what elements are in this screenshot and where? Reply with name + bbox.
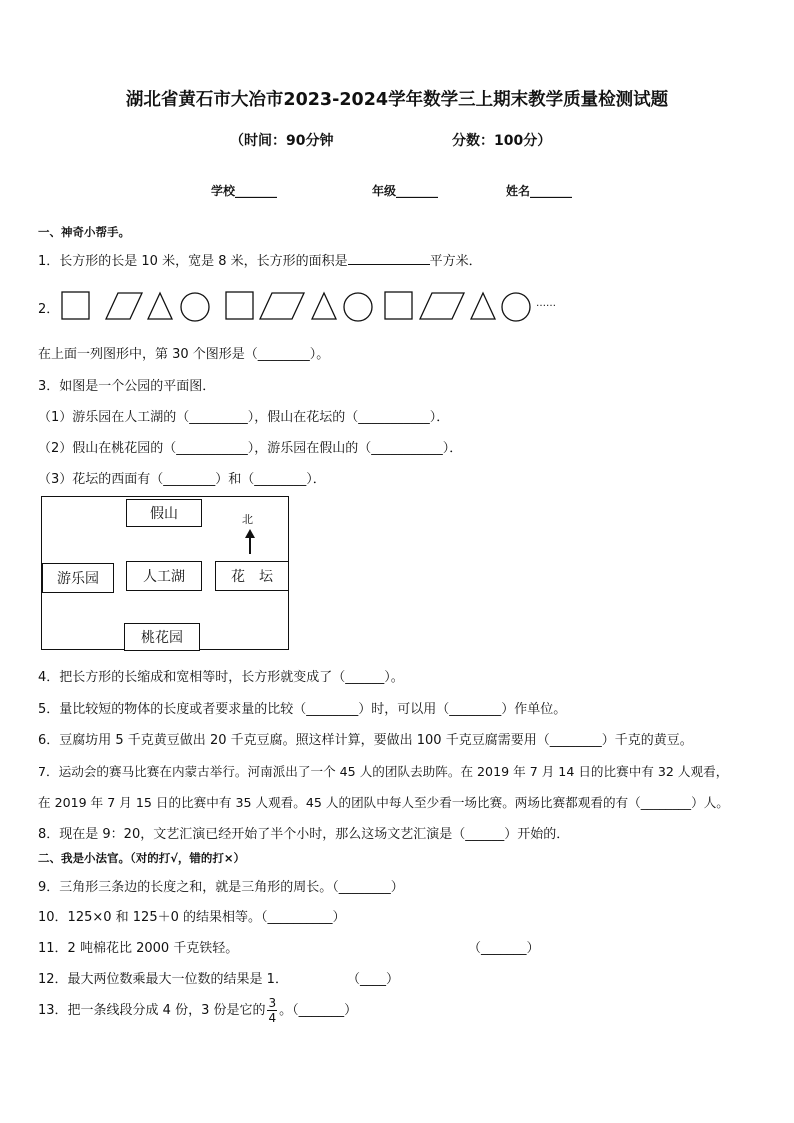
question-2-number: 2．: [38, 302, 60, 317]
parallelogram-shape: [106, 293, 142, 319]
section-1-heading: 一、神奇小帮手。: [38, 225, 130, 239]
question-4: 4．把长方形的长缩成和宽相等时，长方形就变成了（______）。: [38, 670, 404, 685]
triangle-shape: [312, 293, 336, 319]
question-2-text: 在上面一列图形中，第 30 个图形是（________）。: [38, 347, 330, 362]
question-13-blank: 。（_______）: [279, 1003, 358, 1018]
name-field: 姓名_______: [506, 184, 573, 198]
square-shape: [62, 292, 89, 319]
question-8: 8．现在是 9：20，文艺汇演已经开始了半个小时，那么这场文艺汇演是（______）开始的．: [38, 827, 570, 842]
map-youleyuan: 游乐园: [42, 563, 114, 593]
shape-sequence: [58, 288, 578, 328]
exam-score: 分数：100分）: [452, 133, 552, 149]
park-map: [41, 496, 289, 650]
question-13: [38, 996, 357, 1025]
map-rengonghu: 人工湖: [126, 561, 202, 591]
circle-shape: [344, 293, 372, 321]
page-title: 湖北省黄石市大冶市2023-2024学年数学三上期末教学质量检测试题: [125, 90, 669, 110]
square-shape: [226, 292, 253, 319]
map-taohuayuan: 桃花园: [124, 623, 200, 651]
question-7-line-2: 在 2019 年 7 月 15 日的比赛中有 35 人观看。45 人的团队中每人至少看一场比赛。两场比赛都观看的有（________）人。: [38, 795, 729, 810]
school-field: 学校_______: [211, 184, 278, 198]
question-13-text: 13．把一条线段分成 4 份，3 份是它的: [38, 1003, 266, 1018]
question-12: 12．最大两位数乘最大一位数的结果是 1．: [38, 972, 288, 987]
question-1-unit: 平方米．: [429, 254, 482, 269]
question-1-text: 1．长方形的长是 10 米，宽是 8 米，长方形的面积是: [38, 254, 348, 269]
question-3-part-2: （2）假山在桃花园的（___________），游乐园在假山的（___________）．: [38, 441, 463, 456]
circle-shape: [502, 293, 530, 321]
section-2-heading: 二、我是小法官。（对的打√，错的打×）: [38, 851, 246, 865]
question-3-part-1: （1）游乐园在人工湖的（_________），假山在花坛的（___________）．: [38, 410, 450, 425]
shape-sequence-ellipsis: ……: [536, 298, 556, 309]
exam-time: （时间：90分钟: [230, 133, 334, 149]
parallelogram-shape: [420, 293, 464, 319]
map-jiashan: 假山: [126, 499, 202, 527]
fraction-denominator: 4: [268, 1011, 277, 1025]
question-11: 11．2 吨棉花比 2000 千克铁轻。: [38, 941, 239, 956]
parallelogram-shape: [260, 293, 304, 319]
map-huatan: 花 坛: [215, 561, 289, 591]
question-1-blank: [348, 252, 430, 265]
north-arrow-icon: [244, 529, 256, 555]
map-north-label: 北: [242, 513, 253, 526]
question-11-blank: （_______）: [468, 941, 540, 956]
question-10: 10．125×0 和 125＋0 的结果相等。（__________）: [38, 910, 346, 925]
question-3-intro: 3．如图是一个公园的平面图．: [38, 379, 216, 394]
square-shape: [385, 292, 412, 319]
fraction: [267, 996, 277, 1025]
question-6: 6．豆腐坊用 5 千克黄豆做出 20 千克豆腐。照这样计算，要做出 100 千克豆腐需要用（________）千克的黄豆。: [38, 733, 693, 748]
question-7-line-1: 7．运动会的赛马比赛在内蒙古举行。河南派出了一个 45 人的团队去助阵。在 2019 年 7 月 14 日的比赛中有 32 人观看，: [38, 764, 729, 779]
circle-shape: [181, 293, 209, 321]
fraction-numerator: 3: [268, 996, 277, 1010]
question-9: 9．三角形三条边的长度之和，就是三角形的周长。（________）: [38, 880, 404, 895]
grade-field: 年级_______: [372, 184, 439, 198]
question-1: [38, 250, 482, 269]
triangle-shape: [471, 293, 495, 319]
question-5: 5．量比较短的物体的长度或者要求量的比较（________）时，可以用（________）作单位。: [38, 702, 567, 717]
question-3-part-3: （3）花坛的西面有（________）和（________）．: [38, 472, 326, 487]
question-12-blank: （____）: [347, 972, 400, 987]
triangle-shape: [148, 293, 172, 319]
